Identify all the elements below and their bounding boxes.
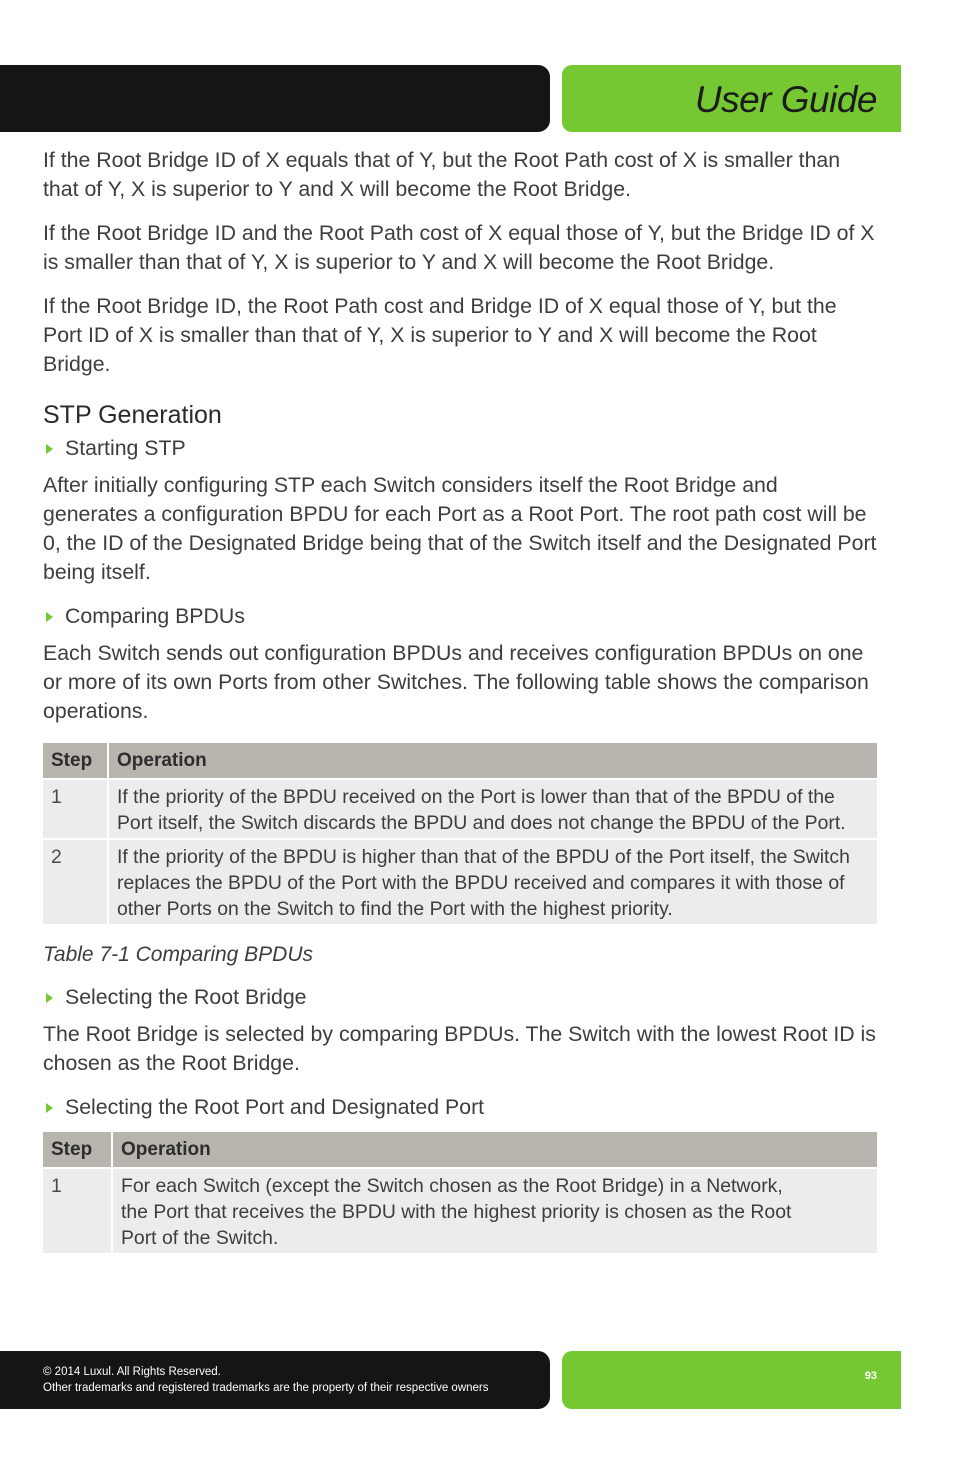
bullet-root-port xyxy=(43,1093,877,1122)
footer-green-bar xyxy=(562,1351,901,1409)
bullet-label: Selecting the Root Port and Designated Port xyxy=(65,1095,485,1119)
bullet-label: Selecting the Root Bridge xyxy=(65,985,307,1009)
paragraph: If the Root Bridge ID of X equals that of Y, but the Root Path cost of X is smaller than that of Y, X is superior to Y and X will become the Root Bridge. xyxy=(43,148,841,201)
bullet-starting-stp xyxy=(43,434,877,463)
bullet-label: Starting STP xyxy=(65,436,186,460)
section-heading: STP Generation xyxy=(43,401,222,429)
footer-legal xyxy=(43,1364,489,1396)
paragraph: Each Switch sends out configuration BPDUs and receives configuration BPDUs on one or more of its own Ports from other Switches. The following table shows the comparison operations. xyxy=(43,641,869,723)
paragraph: The Root Bridge is selected by comparing BPDUs. The Switch with the lowest Root ID is chosen as the Root Bridge. xyxy=(43,1022,876,1075)
page-title: User Guide xyxy=(694,79,877,120)
table-row xyxy=(43,780,877,838)
triangle-bullet-icon xyxy=(46,1103,53,1113)
page-number: 93 xyxy=(864,1370,877,1382)
footer-black-bar xyxy=(0,1351,550,1409)
step-cell: 1 xyxy=(43,780,109,838)
operation-cell: For each Switch (except the Switch chosen as the Root Bridge) in a Network, the Port that receives the BPDU with the highest priority is chosen as the Root Port of the Switch. xyxy=(113,1169,877,1253)
bullet-root-bridge xyxy=(43,983,877,1012)
step-cell: 1 xyxy=(43,1169,113,1253)
column-header-operation: Operation xyxy=(109,743,877,778)
triangle-bullet-icon xyxy=(46,993,53,1003)
bullet-label: Comparing BPDUs xyxy=(65,604,245,628)
triangle-bullet-icon xyxy=(46,444,53,454)
paragraph: If the Root Bridge ID and the Root Path cost of X equal those of Y, but the Bridge ID of X is smaller than that of Y, X is superior to Y and X will become the Root Bridge. xyxy=(43,221,875,274)
triangle-bullet-icon xyxy=(46,612,53,622)
paragraph: After initially configuring STP each Switch considers itself the Root Bridge and generates a configuration BPDU for each Port as a Root Port. The root path cost will be 0, the ID of the Designated Bridge being that of the Switch itself and the Designated Port being itself. xyxy=(43,473,877,584)
trademark-text: Other trademarks and registered trademarks are the property of their respective owners xyxy=(43,1382,489,1394)
bullet-comparing-bpdus xyxy=(43,602,877,631)
main-content xyxy=(43,146,877,1255)
operation-cell: If the priority of the BPDU is higher than that of the BPDU of the Port itself, the Switch replaces the BPDU of the Port with the BPDU received and compares it with those of other Ports on the Switch to find the Port with the highest priority. xyxy=(109,840,877,924)
copyright-text: © 2014 Luxul. All Rights Reserved. xyxy=(43,1366,221,1378)
table-header-row xyxy=(43,743,877,778)
step-cell: 2 xyxy=(43,840,109,924)
table-row xyxy=(43,840,877,924)
column-header-step: Step xyxy=(43,1132,113,1167)
operation-cell: If the priority of the BPDU received on the Port is lower than that of the BPDU of the Port itself, the Switch discards the BPDU and does not change the BPDU of the Port. xyxy=(109,780,877,838)
table-row xyxy=(43,1169,877,1253)
table-header-row xyxy=(43,1132,877,1167)
header-black-bar xyxy=(0,65,550,132)
root-port-table xyxy=(43,1130,877,1255)
column-header-operation: Operation xyxy=(113,1132,877,1167)
column-header-step: Step xyxy=(43,743,109,778)
header-green-bar xyxy=(562,65,901,132)
paragraph: If the Root Bridge ID, the Root Path cost and Bridge ID of X equal those of Y, but the Port ID of X is smaller than that of Y, X is superior to Y and X will become the Root Bridge. xyxy=(43,294,837,376)
comparing-bpdus-table xyxy=(43,741,877,926)
table-caption: Table 7-1 Comparing BPDUs xyxy=(43,943,314,966)
